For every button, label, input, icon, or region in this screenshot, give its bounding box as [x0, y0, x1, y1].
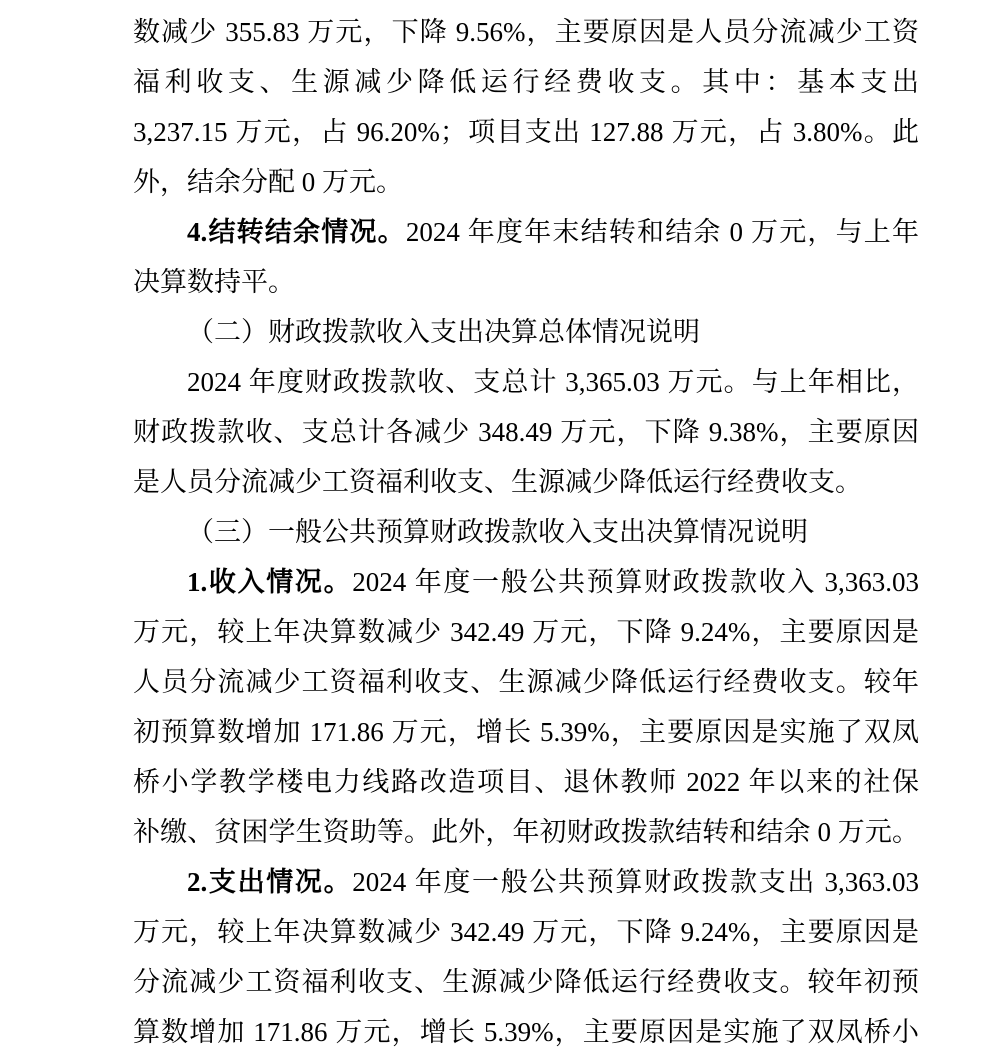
- text-line-content: 分流减少工资福利收支、生源减少降低运行经费收支。较年初预: [133, 967, 919, 997]
- text-line: [133, 57, 919, 107]
- text-line: [133, 7, 919, 57]
- text-line: [133, 657, 919, 707]
- text-line-content: 2024 年度一般公共预算财政拨款支出 3,363.03: [352, 867, 920, 897]
- item-2-expenditure-label: 2.支出情况。: [187, 867, 353, 897]
- text-line-content: 补缴、贫困学生资助等。此外，年初财政拨款结转和结余 0 万元。: [133, 817, 919, 847]
- text-line-content: 人员分流减少工资福利收支、生源减少降低运行经费收支。较年: [133, 667, 919, 697]
- text-line-content: 是人员分流减少工资福利收支、生源减少降低运行经费收支。: [133, 467, 862, 497]
- text-line: [133, 607, 919, 657]
- text-line-content: 2024 年度一般公共预算财政拨款收入 3,363.03: [352, 567, 920, 597]
- text-line-content: 2024 年度年末结转和结余 0 万元，与上年: [405, 217, 920, 247]
- text-line: [133, 857, 919, 907]
- text-line: [133, 707, 919, 757]
- text-line: [133, 557, 919, 607]
- text-line-content: 3,237.15 万元，占 96.20%；项目支出 127.88 万元，占 3.80%。此: [133, 117, 919, 147]
- item-1-income-label: 1.收入情况。: [187, 567, 353, 597]
- text-line: [133, 357, 919, 407]
- text-line: [133, 907, 919, 957]
- text-line: [133, 257, 919, 307]
- section-heading-2: [133, 307, 919, 357]
- text-line-content: 初预算数增加 171.86 万元，增长 5.39%，主要原因是实施了双凤: [133, 717, 919, 747]
- text-line: [133, 207, 919, 257]
- text-line-content: 财政拨款收、支总计各减少 348.49 万元，下降 9.38%，主要原因: [133, 417, 919, 447]
- text-line: [133, 407, 919, 457]
- text-line: [133, 957, 919, 1007]
- text-line-content: 2024 年度财政拨款收、支总计 3,365.03 万元。与上年相比，: [187, 367, 919, 397]
- text-line: [133, 457, 919, 507]
- text-line-content: 算数增加 171.86 万元，增长 5.39%，主要原因是实施了双凤桥小: [133, 1017, 919, 1047]
- section-heading-content: （二）财政拨款收入支出决算总体情况说明: [187, 317, 700, 347]
- text-line-content: 福利收支、生源减少降低运行经费收支。其中：基本支出: [133, 67, 919, 97]
- text-line: [133, 807, 919, 857]
- text-line: [133, 107, 919, 157]
- item-4-carryover-label: 4.结转结余情况。: [187, 217, 406, 247]
- text-line: [133, 1007, 919, 1057]
- text-line-content: 决算数持平。: [133, 267, 295, 297]
- text-line: [133, 157, 919, 207]
- text-line-content: 万元，较上年决算数减少 342.49 万元，下降 9.24%，主要原因是: [133, 617, 919, 647]
- section-heading-3: [133, 507, 919, 557]
- section-heading-content: （三）一般公共预算财政拨款收入支出决算情况说明: [187, 517, 808, 547]
- text-line-content: 万元，较上年决算数减少 342.49 万元，下降 9.24%，主要原因是: [133, 917, 919, 947]
- text-line-content: 外，结余分配 0 万元。: [133, 167, 403, 197]
- text-line-content: 桥小学教学楼电力线路改造项目、退休教师 2022 年以来的社保: [133, 767, 919, 797]
- text-line: [133, 757, 919, 807]
- document-text-block: [133, 7, 919, 1057]
- text-line-content: 数减少 355.83 万元，下降 9.56%，主要原因是人员分流减少工资: [133, 17, 919, 47]
